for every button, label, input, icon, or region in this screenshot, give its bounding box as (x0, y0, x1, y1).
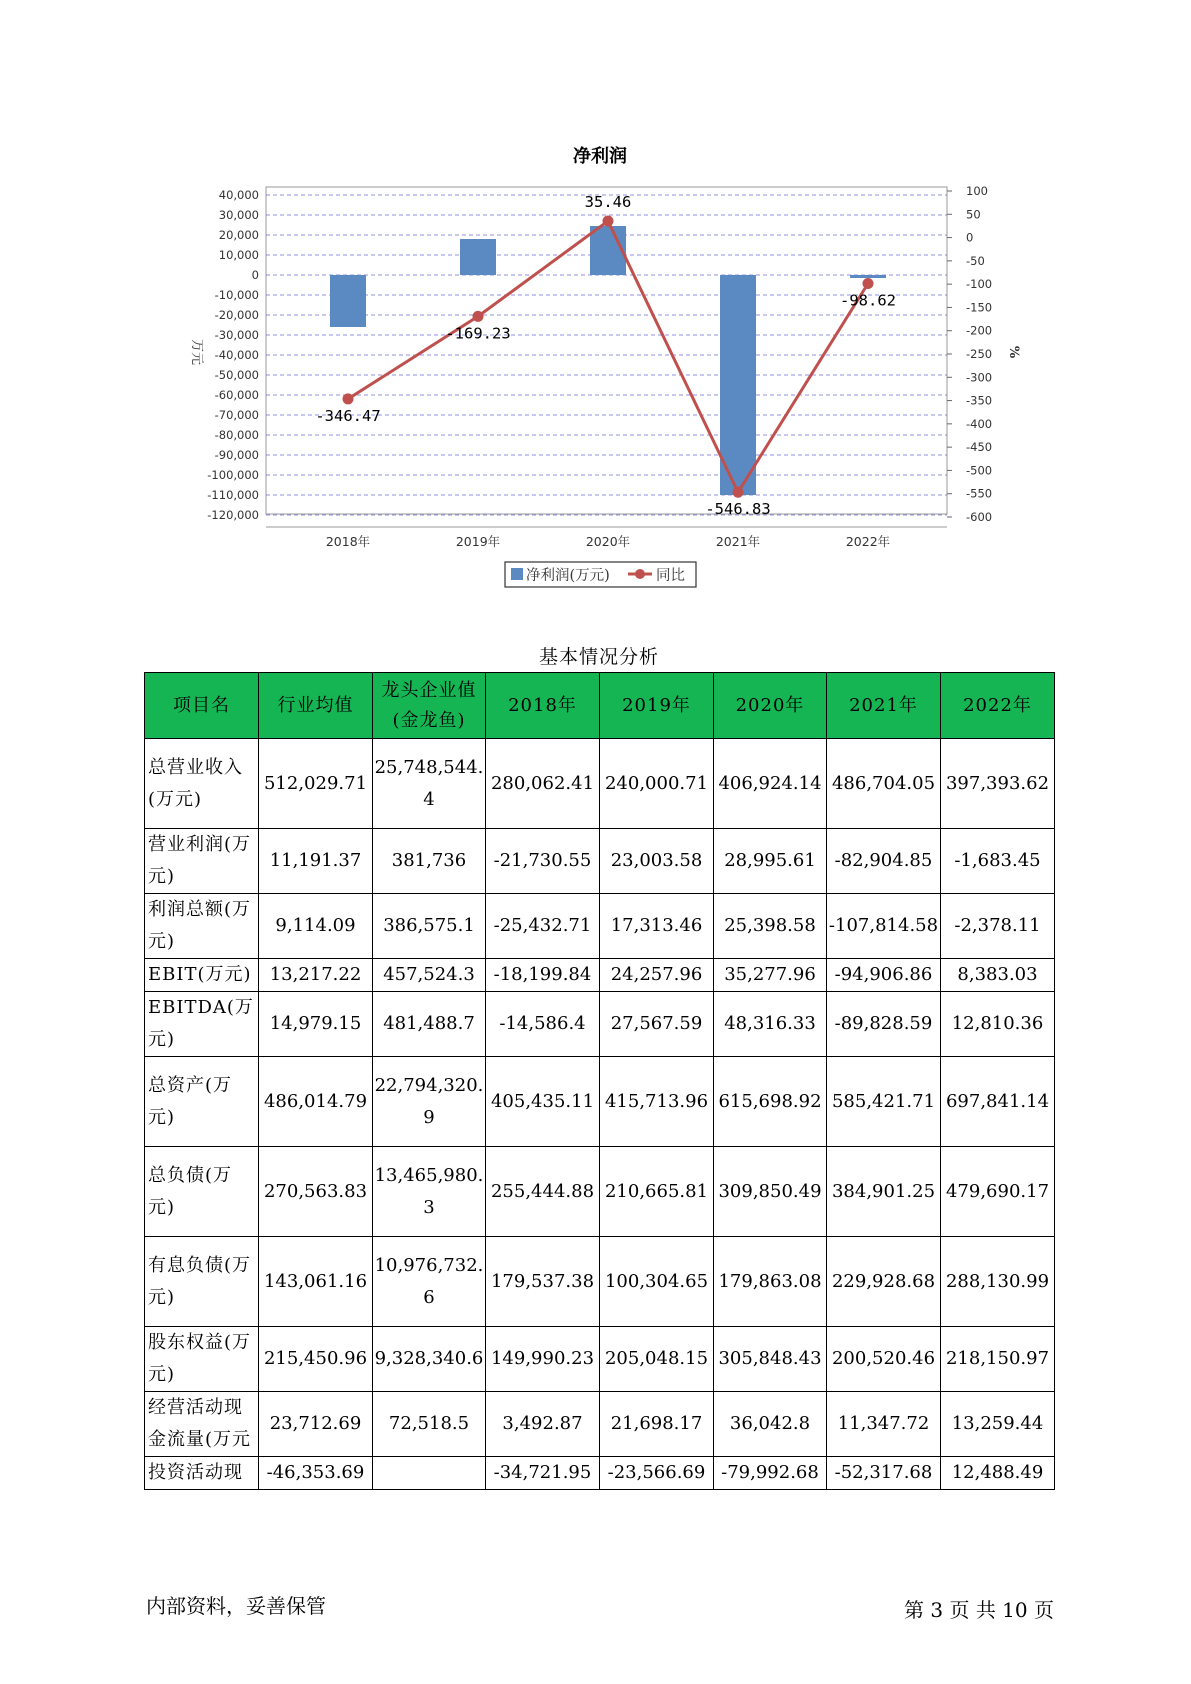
table-cell: 405,435.11 (486, 1057, 600, 1147)
table-cell: 14,979.15 (259, 992, 373, 1057)
net-profit-bar (850, 275, 886, 278)
row-label: EBIT(万元) (145, 959, 259, 992)
table-cell (373, 1457, 486, 1490)
table-cell: -107,814.58 (827, 894, 941, 959)
table-cell: 309,850.49 (714, 1147, 827, 1237)
right-axis-tick-label: -600 (966, 510, 993, 524)
table-cell: 386,575.1 (373, 894, 486, 959)
table-cell: 486,704.05 (827, 739, 941, 829)
table-cell: 28,995.61 (714, 829, 827, 894)
table-cell: 35,277.96 (714, 959, 827, 992)
yoy-point (603, 216, 614, 227)
table-cell: 12,488.49 (941, 1457, 1055, 1490)
right-axis-tick-label: 0 (966, 230, 974, 245)
row-label: 营业利润(万元) (145, 829, 259, 894)
yoy-data-label: 35.46 (584, 193, 632, 212)
table-cell: 205,048.15 (600, 1327, 714, 1392)
table-cell: -2,378.11 (941, 894, 1055, 959)
left-axis-tick-label: 10,000 (218, 248, 259, 262)
table-cell: 697,841.14 (941, 1057, 1055, 1147)
table-cell: 457,524.3 (373, 959, 486, 992)
table-cell: -25,432.71 (486, 894, 600, 959)
yoy-point (733, 487, 744, 498)
left-axis-tick-label: 20,000 (218, 228, 259, 242)
table-cell: 512,029.71 (259, 739, 373, 829)
row-label: 利润总额(万元) (145, 894, 259, 959)
right-axis-tick-label: -50 (966, 253, 985, 268)
left-axis-tick-label: -120,000 (207, 508, 259, 522)
table-row (145, 1327, 1055, 1392)
table-cell: -14,586.4 (486, 992, 600, 1057)
left-axis-tick-label: 40,000 (218, 188, 259, 202)
table-cell: 25,748,544.4 (373, 739, 486, 829)
table-cell: 240,000.71 (600, 739, 714, 829)
row-label: 总负债(万元) (145, 1147, 259, 1237)
table-cell: 381,736 (373, 829, 486, 894)
table-cell: -89,828.59 (827, 992, 941, 1057)
table-row (145, 1237, 1055, 1327)
legend-line-label: 同比 (656, 568, 685, 584)
left-axis-tick-label: -30,000 (214, 328, 259, 342)
table-cell: 486,014.79 (259, 1057, 373, 1147)
yoy-data-label: -98.62 (840, 291, 896, 310)
table-cell: 13,259.44 (941, 1392, 1055, 1457)
table-cell: 384,901.25 (827, 1147, 941, 1237)
table-cell: 13,465,980.3 (373, 1147, 486, 1237)
left-axis-tick-label: -110,000 (207, 488, 259, 502)
net-profit-chart (0, 0, 1191, 620)
table-cell: 27,567.59 (600, 992, 714, 1057)
table-row (145, 1147, 1055, 1237)
table-cell: 218,150.97 (941, 1327, 1055, 1392)
right-axis-tick-label: -200 (966, 323, 993, 338)
table-cell: 24,257.96 (600, 959, 714, 992)
table-header-cell: 2020年 (714, 673, 827, 739)
table-header-cell: 项目名 (145, 673, 259, 739)
left-axis-tick-label: -50,000 (214, 368, 259, 382)
table-cell: 23,712.69 (259, 1392, 373, 1457)
table-cell: -79,992.68 (714, 1457, 827, 1490)
table-cell: 48,316.33 (714, 992, 827, 1057)
table-header-cell: 2018年 (486, 673, 600, 739)
table-cell: 25,398.58 (714, 894, 827, 959)
x-axis-tick-label: 2022年 (845, 534, 891, 549)
right-axis-tick-label: -550 (966, 486, 993, 501)
table-body (145, 739, 1055, 1490)
legend-line-marker (635, 569, 645, 579)
left-axis-tick-label: -90,000 (214, 448, 259, 462)
table-cell: 179,863.08 (714, 1237, 827, 1327)
table-cell: 149,990.23 (486, 1327, 600, 1392)
table-cell: 585,421.71 (827, 1057, 941, 1147)
left-axis-tick-label: -10,000 (214, 288, 259, 302)
table-cell: -82,904.85 (827, 829, 941, 894)
table-cell: -46,353.69 (259, 1457, 373, 1490)
table-row (145, 739, 1055, 829)
table-cell: 415,713.96 (600, 1057, 714, 1147)
table-cell: 3,492.87 (486, 1392, 600, 1457)
table-cell: -21,730.55 (486, 829, 600, 894)
table-row (145, 894, 1055, 959)
table-cell: 215,450.96 (259, 1327, 373, 1392)
right-axis-tick-label: -300 (966, 370, 993, 385)
right-axis-tick-label: -450 (966, 440, 993, 455)
right-axis-tick-label: -250 (966, 347, 993, 361)
table-cell: 229,928.68 (827, 1237, 941, 1327)
table-cell: 9,114.09 (259, 894, 373, 959)
left-axis-tick-label: -20,000 (214, 308, 259, 322)
yoy-data-label: -346.47 (315, 406, 381, 425)
x-axis-tick-label: 2019年 (455, 534, 501, 549)
yoy-point (473, 311, 484, 322)
table-cell: 288,130.99 (941, 1237, 1055, 1327)
yoy-point (863, 278, 874, 289)
net-profit-bar (330, 275, 366, 327)
table-header-cell: 2019年 (600, 673, 714, 739)
table-cell: -52,317.68 (827, 1457, 941, 1490)
legend-bar-swatch (511, 568, 523, 580)
row-label: 经营活动现金流量(万元 (145, 1392, 259, 1457)
legend-bar-label: 净利润(万元) (526, 568, 610, 584)
row-label: 有息负债(万元) (145, 1237, 259, 1327)
net-profit-chart-svg (0, 0, 1191, 620)
table-cell: 615,698.92 (714, 1057, 827, 1147)
table-cell: 280,062.41 (486, 739, 600, 829)
left-axis-title: 万元 (189, 338, 204, 366)
table-cell: -94,906.86 (827, 959, 941, 992)
x-axis-tick-label: 2021年 (715, 534, 761, 549)
table-row (145, 1392, 1055, 1457)
row-label: 总营业收入(万元) (145, 739, 259, 829)
table-cell: 11,191.37 (259, 829, 373, 894)
table-cell: 17,313.46 (600, 894, 714, 959)
table-cell: -1,683.45 (941, 829, 1055, 894)
table-cell: -23,566.69 (600, 1457, 714, 1490)
row-label: 总资产(万元) (145, 1057, 259, 1147)
table-cell: 270,563.83 (259, 1147, 373, 1237)
table-cell: -34,721.95 (486, 1457, 600, 1490)
table-cell: 479,690.17 (941, 1147, 1055, 1237)
table-header-cell: 2021年 (827, 673, 941, 739)
table-cell: 10,976,732.6 (373, 1237, 486, 1327)
yoy-data-label: -546.83 (705, 500, 771, 519)
left-axis-tick-label: -40,000 (214, 348, 259, 362)
table-row (145, 992, 1055, 1057)
right-axis-tick-label: -350 (966, 393, 993, 408)
table-cell: 13,217.22 (259, 959, 373, 992)
table-cell: 305,848.43 (714, 1327, 827, 1392)
table-cell: 12,810.36 (941, 992, 1055, 1057)
row-label: 股东权益(万元) (145, 1327, 259, 1392)
table-row (145, 1457, 1055, 1490)
table-cell: 481,488.7 (373, 992, 486, 1057)
left-axis-tick-label: -70,000 (214, 408, 259, 422)
table-cell: 9,328,340.6 (373, 1327, 486, 1392)
table-header-cell: 龙头企业值(金龙鱼) (373, 673, 486, 739)
right-axis-tick-label: 50 (966, 207, 981, 222)
basic-analysis-table (144, 672, 1055, 1490)
table-caption: 基本情况分析 (538, 646, 659, 668)
table-cell: 8,383.03 (941, 959, 1055, 992)
table-row (145, 1057, 1055, 1147)
left-axis-tick-label: 0 (251, 268, 259, 282)
table-cell: -18,199.84 (486, 959, 600, 992)
yoy-point (343, 393, 354, 404)
table-cell: 72,518.5 (373, 1392, 486, 1457)
table-cell: 406,924.14 (714, 739, 827, 829)
table-cell: 21,698.17 (600, 1392, 714, 1457)
table-cell: 23,003.58 (600, 829, 714, 894)
left-axis-tick-label: -60,000 (214, 388, 259, 402)
table-header-cell: 2022年 (941, 673, 1055, 739)
right-axis-tick-label: -500 (966, 463, 993, 478)
left-axis-tick-label: -100,000 (207, 468, 259, 482)
table-cell: 200,520.46 (827, 1327, 941, 1392)
table-cell: 100,304.65 (600, 1237, 714, 1327)
right-axis-tick-label: -400 (966, 416, 993, 431)
x-axis-tick-label: 2018年 (325, 534, 371, 549)
right-axis-tick-label: 100 (966, 184, 988, 198)
table-cell: 11,347.72 (827, 1392, 941, 1457)
x-axis-tick-label: 2020年 (585, 534, 631, 549)
table-cell: 210,665.81 (600, 1147, 714, 1237)
right-axis-tick-label: -150 (966, 300, 993, 315)
table-cell: 179,537.38 (486, 1237, 600, 1327)
row-label: EBITDA(万元) (145, 992, 259, 1057)
table-cell: 22,794,320.9 (373, 1057, 486, 1147)
table-row (145, 829, 1055, 894)
footer-page-number: 第 3 页 共 10 页 (904, 1598, 1054, 1622)
left-axis-tick-label: 30,000 (218, 208, 259, 222)
table-header-cell: 行业均值 (259, 673, 373, 739)
right-axis-title: % (1006, 345, 1021, 359)
net-profit-bar (720, 275, 756, 495)
footer-confidential-note: 内部资料，妥善保管 (146, 1594, 326, 1618)
table-row (145, 959, 1055, 992)
table-cell: 36,042.8 (714, 1392, 827, 1457)
net-profit-bar (460, 239, 496, 275)
row-label: 投资活动现 (145, 1457, 259, 1490)
chart-title: 净利润 (573, 146, 627, 167)
right-axis-tick-label: -100 (966, 277, 993, 292)
left-axis-tick-label: -80,000 (214, 428, 259, 442)
table-cell: 397,393.62 (941, 739, 1055, 829)
yoy-data-label: -169.23 (445, 324, 511, 343)
table-header-row (145, 673, 1055, 739)
table-cell: 143,061.16 (259, 1237, 373, 1327)
table-cell: 255,444.88 (486, 1147, 600, 1237)
